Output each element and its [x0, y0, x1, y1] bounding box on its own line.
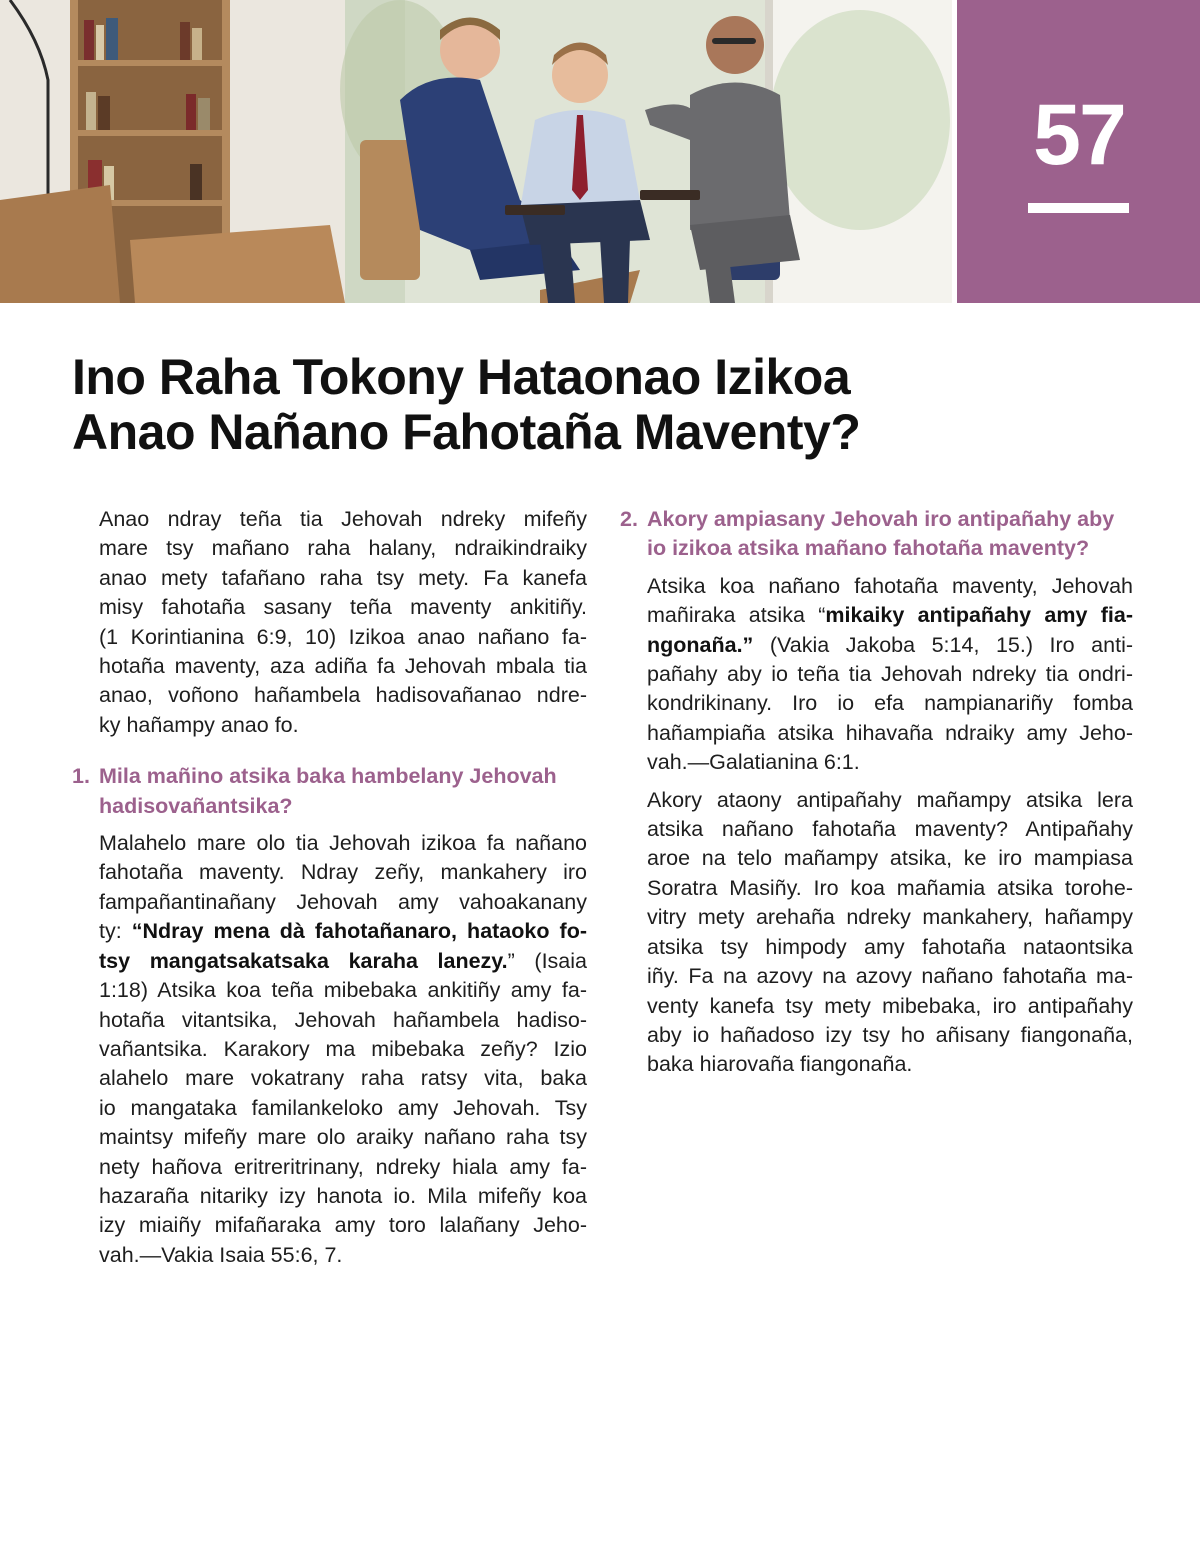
- answer-line: vah.—Galatianina 6:1.: [647, 750, 860, 775]
- answer-text: ty:: [99, 919, 132, 944]
- intro-line: mare tsy mañano raha halany, ndraikindraiky: [99, 536, 587, 561]
- answer-line: aby io hañadoso izy tsy ho añisany fiangonaña,: [647, 1022, 1133, 1047]
- question-1-number: 1.: [72, 764, 90, 789]
- scripture-quote: mikaiky antipañahy amy fia-: [825, 603, 1134, 628]
- answer-line: Malahelo mare olo tia Jehovah izikoa fa nañano: [99, 831, 587, 856]
- page-title-line-1: Ino Raha Tokony Hataonao Izikoa: [72, 349, 851, 405]
- scripture-quote: tsy mangatsakatsaka karaha lanezy.: [99, 948, 508, 973]
- answer-text: (Vakia Jakoba 5:14, 15.) Iro anti-: [753, 632, 1133, 657]
- answer-line: Akory ataony antipañahy mañampy atsika lera: [647, 787, 1133, 812]
- answer-text: ” (Isaia: [507, 948, 587, 973]
- hero-illustration: [0, 0, 952, 303]
- answer-line: vitry mety arehaña ndreky mankahery, hañampy: [647, 905, 1133, 930]
- answer-line: pañahy aby io teña tia Jehovah ndreky tia ondri-: [647, 662, 1133, 687]
- answer-line: izy miaiñy mifañaraka amy toro lalañany Jeho-: [99, 1213, 587, 1238]
- answer-line: iñy. Fa na azovy na azovy nañano fahotaña ma-: [647, 964, 1133, 989]
- answer-line: kondrikinany. Iro io efa nampianariñy fomba: [647, 691, 1133, 716]
- intro-paragraph: [99, 505, 587, 740]
- lesson-number-underline: [1028, 203, 1129, 213]
- question-2-number: 2.: [620, 507, 638, 531]
- scripture-quote: ngonaña.”: [647, 632, 754, 657]
- page-title-line-2: Anao Nañano Fahotaña Maventy?: [72, 404, 861, 460]
- answer-line: [647, 631, 1133, 660]
- question-1-line: Mila mañino atsika baka hambelany Jehovah: [99, 764, 557, 789]
- question-2-line: Akory ampiasany Jehovah iro antipañahy aby: [647, 507, 1115, 531]
- answer-line: 1:18) Atsika koa teña mibebaka ankitiñy amy fa-: [99, 978, 587, 1003]
- intro-line: anao, voñono hañambela hadisovañanao ndre-: [99, 683, 587, 708]
- answer-line: hazaraña nitariky izy hanota io. Mila mifeñy koa: [99, 1183, 587, 1208]
- intro-line: misy fahotaña sasany teña maventy ankitiñy.: [99, 595, 587, 620]
- question-1-heading: [72, 762, 587, 821]
- page-title: [72, 350, 972, 460]
- lesson-number: 57: [1033, 87, 1125, 183]
- answer-line: aroe na telo mañampy atsika, ke iro mampiasa: [647, 846, 1133, 871]
- answer-line: baka hiarovaña fiangonaña.: [647, 1052, 913, 1077]
- answer-line: [99, 947, 587, 976]
- question-1-answer: [99, 829, 587, 1270]
- intro-line: hotaña maventy, aza adiña fa Jehovah mbala tia: [99, 654, 587, 679]
- answer-line: atsika nañano fahotaña maventy? Antipañahy: [647, 817, 1133, 842]
- answer-line: Atsika koa nañano fahotaña maventy, Jehovah: [647, 573, 1133, 598]
- intro-line: (1 Korintianina 6:9, 10) Izikoa anao nañano fa-: [99, 624, 587, 649]
- answer-line: hotaña vitantsika, Jehovah hañambela hadiso-: [99, 1007, 587, 1032]
- question-2-heading: [620, 505, 1133, 564]
- scripture-quote: “Ndray mena dà fahotañanaro, hataoko fo-: [131, 919, 587, 944]
- answer-line: [99, 917, 587, 946]
- answer-line: atsika tsy himpody amy fahotaña nataontsika: [647, 934, 1133, 959]
- question-2-line: io izikoa atsika mañano fahotaña maventy?: [647, 536, 1090, 561]
- question-2-answer-2: [647, 786, 1133, 1080]
- question-1-line: hadisovañantsika?: [99, 793, 293, 818]
- answer-line: Soratra Masiñy. Iro koa mañamia atsika torohe-: [647, 875, 1133, 900]
- answer-line: fampañantinañany Jehovah amy vahoakanany: [99, 889, 587, 914]
- answer-line: io mangataka familankeloko amy Jehovah. Tsy: [99, 1095, 587, 1120]
- answer-line: hañampiaña atsika hihavaña ndraiky amy Jeho-: [647, 720, 1133, 745]
- intro-line: anao mety tafañano raha tsy mety. Fa kanefa: [99, 565, 587, 590]
- intro-line: ky hañampy anao fo.: [99, 712, 299, 737]
- answer-line: alahelo mare vokatrany raha ratsy vita, baka: [99, 1066, 587, 1091]
- answer-text: mañiraka atsika “: [647, 603, 826, 628]
- answer-line: nety hañova eritreritrinany, ndreky hiala amy fa-: [99, 1154, 587, 1179]
- answer-line: venty kanefa tsy mety mibebaka, iro antipañahy: [647, 993, 1133, 1018]
- answer-line: maintsy mifeñy mare olo araiky nañano raha tsy: [99, 1125, 587, 1150]
- answer-line: fahotaña maventy. Ndray zeñy, mankahery iro: [99, 860, 587, 885]
- hero-photo: [0, 0, 952, 303]
- answer-line: [647, 601, 1133, 630]
- left-column: [72, 505, 587, 1278]
- question-2-answer-1: [647, 572, 1133, 778]
- intro-line: Anao ndray teña tia Jehovah ndreky mifeñy: [99, 507, 587, 531]
- right-column: [620, 505, 1133, 1088]
- answer-line: vañantsika. Karakory ma mibebaka zeñy? Izio: [99, 1036, 587, 1061]
- answer-line: vah.—Vakia Isaia 55:6, 7.: [99, 1242, 343, 1267]
